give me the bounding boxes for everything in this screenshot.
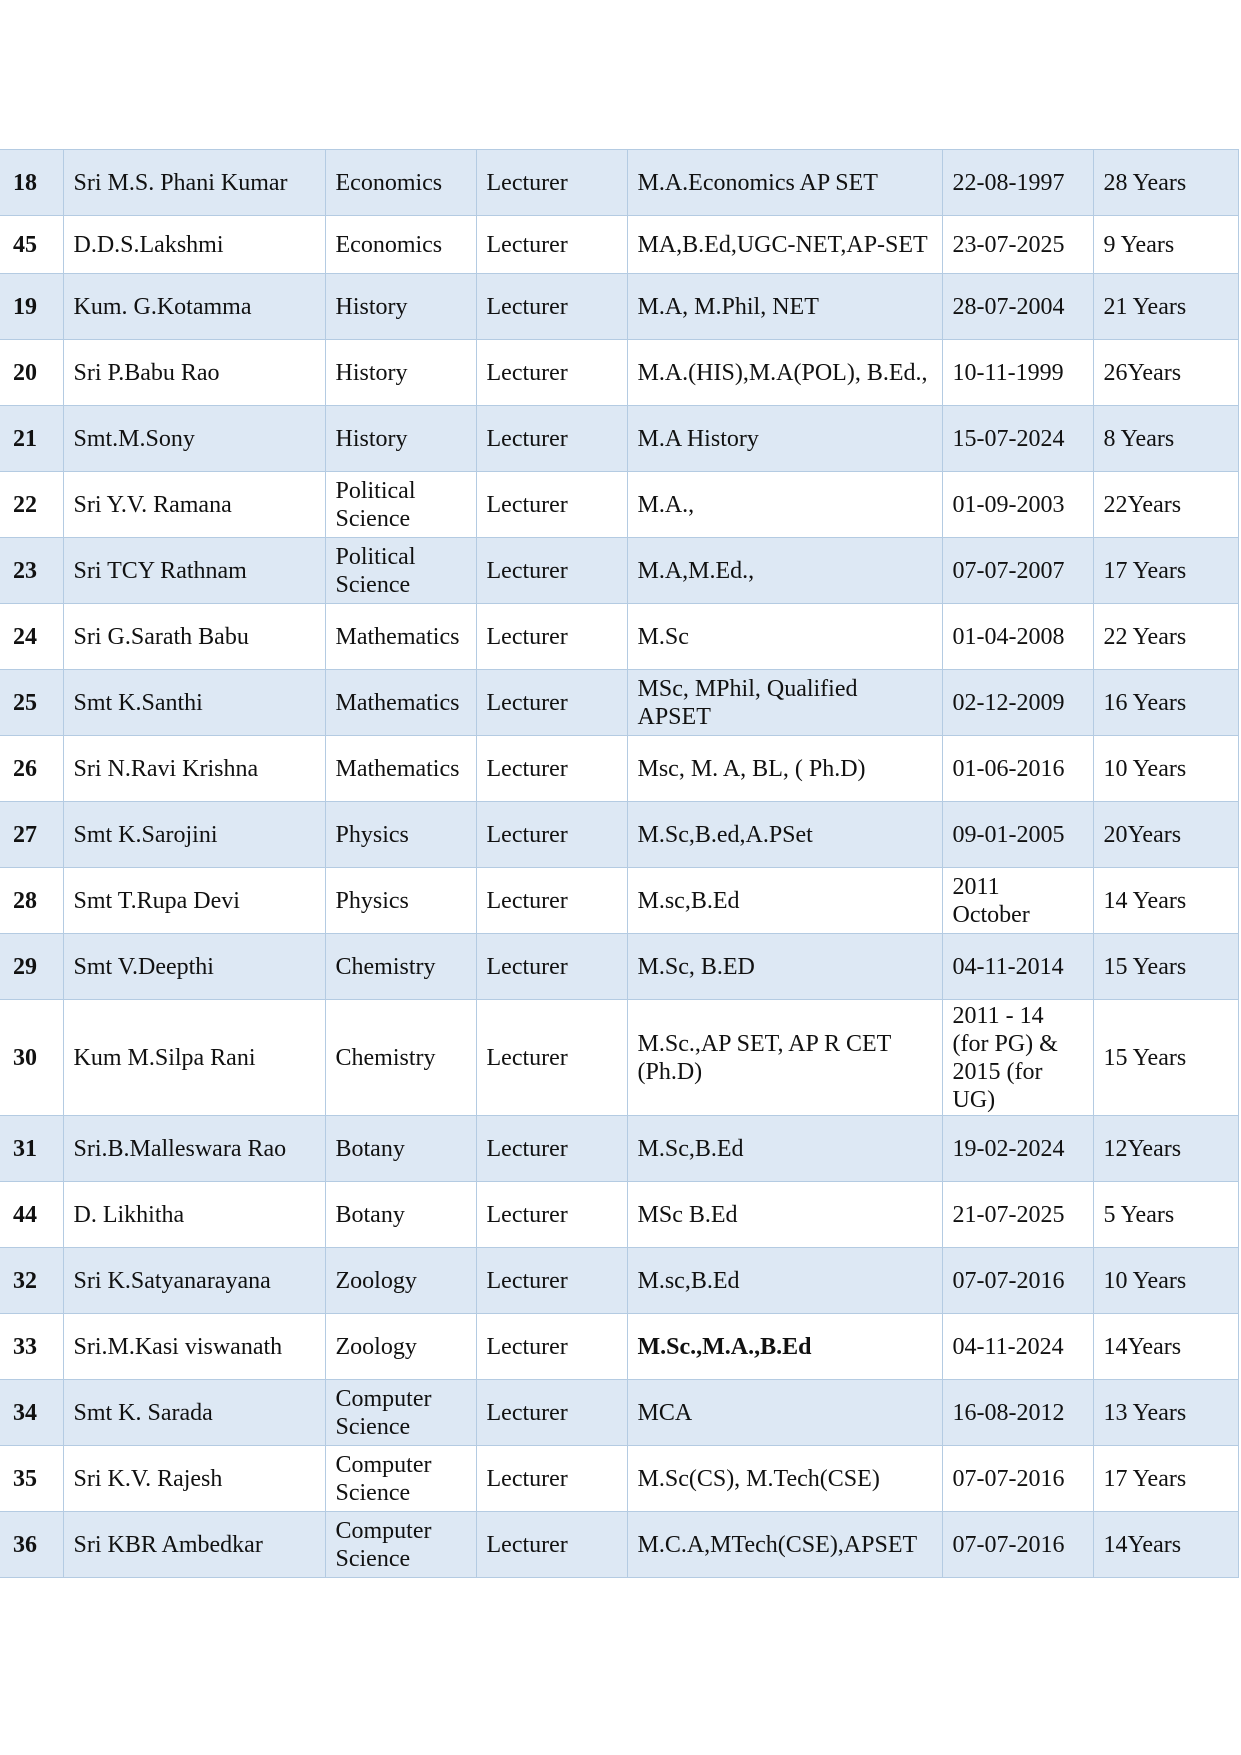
date-cell: 2011 October: [942, 868, 1093, 934]
qualification-cell: M.A.(HIS),M.A(POL), B.Ed.,: [627, 340, 942, 406]
name-cell: Sri K.Satyanarayana: [63, 1248, 325, 1314]
serial-number-cell: 19: [0, 274, 63, 340]
table-row: [0, 868, 1238, 934]
table-row: [0, 274, 1238, 340]
name-cell: Smt K. Sarada: [63, 1380, 325, 1446]
subject-cell: Computer Science: [325, 1380, 476, 1446]
designation-cell: Lecturer: [476, 340, 627, 406]
name-cell: Kum M.Silpa Rani: [63, 1000, 325, 1116]
name-cell: Sri.B.Malleswara Rao: [63, 1116, 325, 1182]
faculty-table: [0, 149, 1239, 1578]
table-row: [0, 1512, 1238, 1578]
name-cell: Sri G.Sarath Babu: [63, 604, 325, 670]
date-cell: 02-12-2009: [942, 670, 1093, 736]
date-cell: 01-04-2008: [942, 604, 1093, 670]
table-row: [0, 1248, 1238, 1314]
experience-cell: 14Years: [1093, 1314, 1238, 1380]
name-cell: Smt.M.Sony: [63, 406, 325, 472]
serial-number-cell: 44: [0, 1182, 63, 1248]
date-cell: 19-02-2024: [942, 1116, 1093, 1182]
serial-number-cell: 34: [0, 1380, 63, 1446]
experience-cell: 14Years: [1093, 1512, 1238, 1578]
experience-cell: 10 Years: [1093, 736, 1238, 802]
serial-number-cell: 22: [0, 472, 63, 538]
subject-cell: Chemistry: [325, 934, 476, 1000]
subject-cell: Computer Science: [325, 1446, 476, 1512]
serial-number-cell: 26: [0, 736, 63, 802]
designation-cell: Lecturer: [476, 1446, 627, 1512]
qualification-cell: M.Sc: [627, 604, 942, 670]
date-cell: 2011 - 14 (for PG) & 2015 (for UG): [942, 1000, 1093, 1116]
qualification-cell: M.Sc.,M.A.,B.Ed: [627, 1314, 942, 1380]
serial-number-cell: 33: [0, 1314, 63, 1380]
serial-number-cell: 23: [0, 538, 63, 604]
experience-cell: 22 Years: [1093, 604, 1238, 670]
table-row: [0, 150, 1238, 216]
experience-cell: 15 Years: [1093, 934, 1238, 1000]
experience-cell: 10 Years: [1093, 1248, 1238, 1314]
experience-cell: 5 Years: [1093, 1182, 1238, 1248]
name-cell: Sri P.Babu Rao: [63, 340, 325, 406]
name-cell: Sri.M.Kasi viswanath: [63, 1314, 325, 1380]
qualification-cell: MSc, MPhil, Qualified APSET: [627, 670, 942, 736]
name-cell: Smt V.Deepthi: [63, 934, 325, 1000]
table-row: [0, 216, 1238, 274]
experience-cell: 17 Years: [1093, 538, 1238, 604]
designation-cell: Lecturer: [476, 1380, 627, 1446]
name-cell: Sri K.V. Rajesh: [63, 1446, 325, 1512]
subject-cell: Computer Science: [325, 1512, 476, 1578]
experience-cell: 13 Years: [1093, 1380, 1238, 1446]
subject-cell: Physics: [325, 802, 476, 868]
subject-cell: Mathematics: [325, 736, 476, 802]
name-cell: Sri Y.V. Ramana: [63, 472, 325, 538]
name-cell: Sri N.Ravi Krishna: [63, 736, 325, 802]
name-cell: Kum. G.Kotamma: [63, 274, 325, 340]
qualification-cell: M.A.Economics AP SET: [627, 150, 942, 216]
table-row: [0, 1446, 1238, 1512]
qualification-cell: MSc B.Ed: [627, 1182, 942, 1248]
table-row: [0, 340, 1238, 406]
date-cell: 01-06-2016: [942, 736, 1093, 802]
designation-cell: Lecturer: [476, 736, 627, 802]
designation-cell: Lecturer: [476, 1116, 627, 1182]
subject-cell: Physics: [325, 868, 476, 934]
designation-cell: Lecturer: [476, 802, 627, 868]
table-row: [0, 1380, 1238, 1446]
qualification-cell: Msc, M. A, BL, ( Ph.D): [627, 736, 942, 802]
serial-number-cell: 21: [0, 406, 63, 472]
name-cell: Sri M.S. Phani Kumar: [63, 150, 325, 216]
date-cell: 23-07-2025: [942, 216, 1093, 274]
subject-cell: History: [325, 340, 476, 406]
name-cell: Smt K.Santhi: [63, 670, 325, 736]
designation-cell: Lecturer: [476, 868, 627, 934]
date-cell: 16-08-2012: [942, 1380, 1093, 1446]
date-cell: 21-07-2025: [942, 1182, 1093, 1248]
designation-cell: Lecturer: [476, 216, 627, 274]
serial-number-cell: 29: [0, 934, 63, 1000]
table-row: [0, 934, 1238, 1000]
experience-cell: 17 Years: [1093, 1446, 1238, 1512]
date-cell: 09-01-2005: [942, 802, 1093, 868]
designation-cell: Lecturer: [476, 472, 627, 538]
date-cell: 04-11-2014: [942, 934, 1093, 1000]
name-cell: D. Likhitha: [63, 1182, 325, 1248]
serial-number-cell: 28: [0, 868, 63, 934]
qualification-cell: MA,B.Ed,UGC-NET,AP-SET: [627, 216, 942, 274]
table-row: [0, 538, 1238, 604]
date-cell: 07-07-2016: [942, 1446, 1093, 1512]
serial-number-cell: 36: [0, 1512, 63, 1578]
name-cell: Sri KBR Ambedkar: [63, 1512, 325, 1578]
date-cell: 28-07-2004: [942, 274, 1093, 340]
subject-cell: Mathematics: [325, 604, 476, 670]
qualification-cell: M.C.A,MTech(CSE),APSET: [627, 1512, 942, 1578]
date-cell: 01-09-2003: [942, 472, 1093, 538]
qualification-cell: M.A,M.Ed.,: [627, 538, 942, 604]
table-row: [0, 604, 1238, 670]
subject-cell: Zoology: [325, 1248, 476, 1314]
experience-cell: 16 Years: [1093, 670, 1238, 736]
qualification-cell: M.Sc,B.ed,A.PSet: [627, 802, 942, 868]
date-cell: 07-07-2016: [942, 1248, 1093, 1314]
designation-cell: Lecturer: [476, 1314, 627, 1380]
table-row: [0, 406, 1238, 472]
qualification-cell: M.sc,B.Ed: [627, 1248, 942, 1314]
table-row: [0, 670, 1238, 736]
subject-cell: Botany: [325, 1116, 476, 1182]
subject-cell: Chemistry: [325, 1000, 476, 1116]
subject-cell: Economics: [325, 150, 476, 216]
serial-number-cell: 18: [0, 150, 63, 216]
table-row: [0, 472, 1238, 538]
qualification-cell: M.sc,B.Ed: [627, 868, 942, 934]
experience-cell: 20Years: [1093, 802, 1238, 868]
subject-cell: Zoology: [325, 1314, 476, 1380]
serial-number-cell: 20: [0, 340, 63, 406]
designation-cell: Lecturer: [476, 1182, 627, 1248]
qualification-cell: M.Sc, B.ED: [627, 934, 942, 1000]
name-cell: Smt K.Sarojini: [63, 802, 325, 868]
name-cell: Sri TCY Rathnam: [63, 538, 325, 604]
faculty-table-body: [0, 150, 1238, 1578]
date-cell: 04-11-2024: [942, 1314, 1093, 1380]
designation-cell: Lecturer: [476, 1512, 627, 1578]
subject-cell: Political Science: [325, 472, 476, 538]
serial-number-cell: 27: [0, 802, 63, 868]
designation-cell: Lecturer: [476, 274, 627, 340]
designation-cell: Lecturer: [476, 670, 627, 736]
name-cell: D.D.S.Lakshmi: [63, 216, 325, 274]
qualification-cell: M.A, M.Phil, NET: [627, 274, 942, 340]
experience-cell: 28 Years: [1093, 150, 1238, 216]
serial-number-cell: 31: [0, 1116, 63, 1182]
table-row: [0, 1116, 1238, 1182]
experience-cell: 12Years: [1093, 1116, 1238, 1182]
experience-cell: 9 Years: [1093, 216, 1238, 274]
subject-cell: Mathematics: [325, 670, 476, 736]
subject-cell: Economics: [325, 216, 476, 274]
designation-cell: Lecturer: [476, 538, 627, 604]
subject-cell: Political Science: [325, 538, 476, 604]
serial-number-cell: 35: [0, 1446, 63, 1512]
name-cell: Smt T.Rupa Devi: [63, 868, 325, 934]
qualification-cell: M.Sc.,AP SET, AP R CET (Ph.D): [627, 1000, 942, 1116]
qualification-cell: MCA: [627, 1380, 942, 1446]
designation-cell: Lecturer: [476, 1000, 627, 1116]
table-row: [0, 1314, 1238, 1380]
qualification-cell: M.Sc,B.Ed: [627, 1116, 942, 1182]
experience-cell: 8 Years: [1093, 406, 1238, 472]
table-row: [0, 1182, 1238, 1248]
designation-cell: Lecturer: [476, 934, 627, 1000]
qualification-cell: M.A.,: [627, 472, 942, 538]
experience-cell: 22Years: [1093, 472, 1238, 538]
table-row: [0, 736, 1238, 802]
date-cell: 07-07-2016: [942, 1512, 1093, 1578]
experience-cell: 21 Years: [1093, 274, 1238, 340]
serial-number-cell: 32: [0, 1248, 63, 1314]
date-cell: 10-11-1999: [942, 340, 1093, 406]
designation-cell: Lecturer: [476, 150, 627, 216]
serial-number-cell: 45: [0, 216, 63, 274]
designation-cell: Lecturer: [476, 1248, 627, 1314]
designation-cell: Lecturer: [476, 604, 627, 670]
subject-cell: Botany: [325, 1182, 476, 1248]
experience-cell: 14 Years: [1093, 868, 1238, 934]
date-cell: 15-07-2024: [942, 406, 1093, 472]
table-row: [0, 802, 1238, 868]
subject-cell: History: [325, 274, 476, 340]
qualification-cell: M.A History: [627, 406, 942, 472]
serial-number-cell: 25: [0, 670, 63, 736]
table-row: [0, 1000, 1238, 1116]
serial-number-cell: 24: [0, 604, 63, 670]
serial-number-cell: 30: [0, 1000, 63, 1116]
experience-cell: 26Years: [1093, 340, 1238, 406]
designation-cell: Lecturer: [476, 406, 627, 472]
experience-cell: 15 Years: [1093, 1000, 1238, 1116]
subject-cell: History: [325, 406, 476, 472]
date-cell: 07-07-2007: [942, 538, 1093, 604]
date-cell: 22-08-1997: [942, 150, 1093, 216]
qualification-cell: M.Sc(CS), M.Tech(CSE): [627, 1446, 942, 1512]
